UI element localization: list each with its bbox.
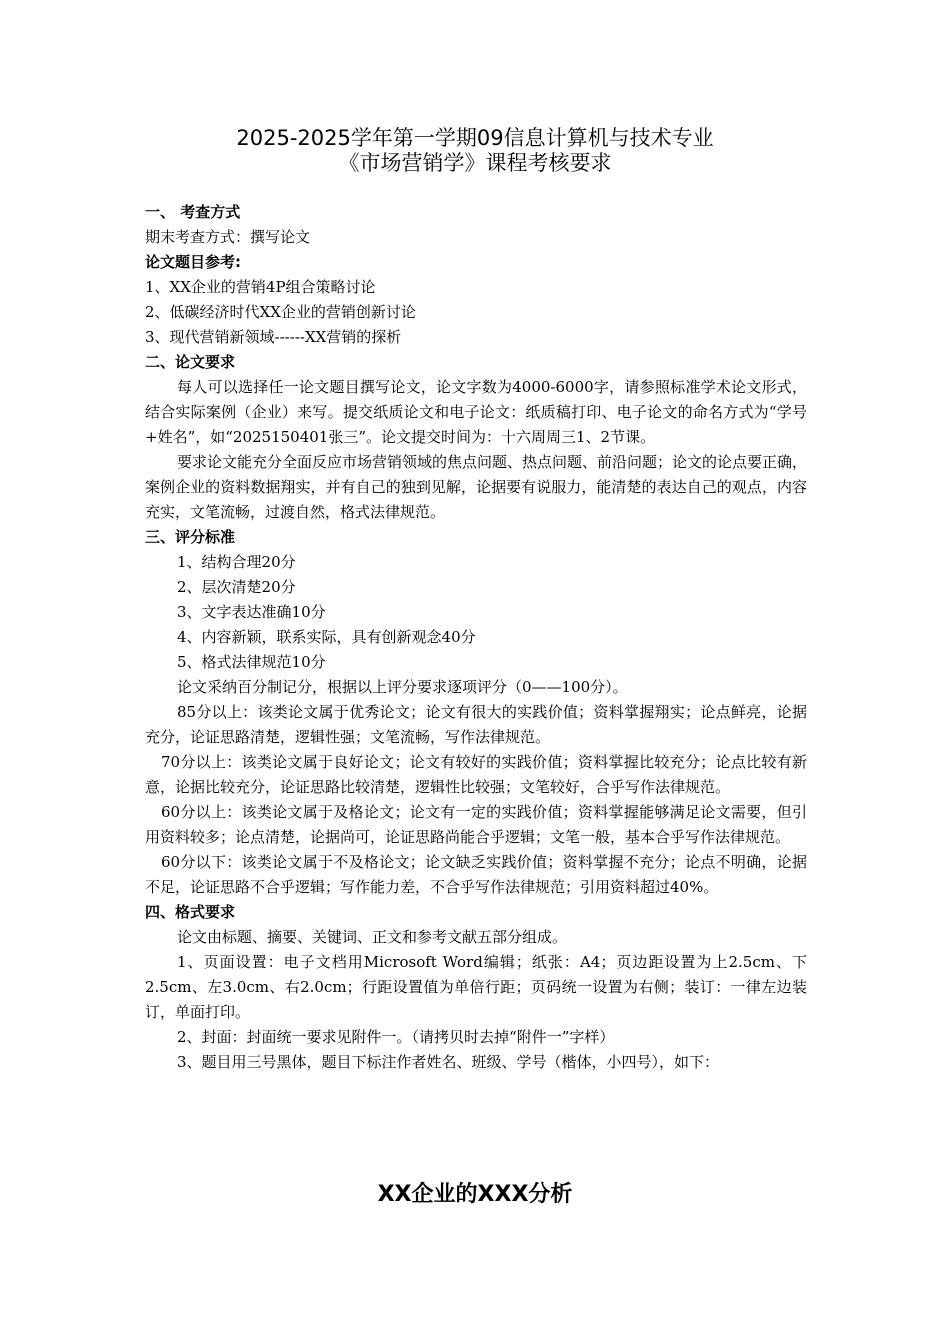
document-title-line-2: 《市场营销学》课程考核要求 (338, 151, 612, 175)
criteria-item: 3、文字表达准确10分 (177, 603, 326, 621)
paper-requirement-paragraph: 每人可以选择任一论文题目撰写论文，论文字数为4000-6000字，请参照标准学术论文形式，结合实际案例（企业）来写。提交纸质论文和电子论文：纸质稿打印、电子论文的命名方式为“学号+姓名”，如“2025150401张三”。论文提交时间为：十六周周三1、2节课。 (145, 378, 807, 446)
section-2-heading: 二、论文要求 (145, 353, 236, 371)
grade-below-60-description: 60分以下：该类论文属于不及格论文；论文缺乏实践价值；资料掌握不充分；论点不明确，论据不足，论证思路不合乎逻辑；写作能力差，不合乎写作法律规范；引用资料超过40%。 (145, 853, 807, 896)
criteria-item: 1、结构合理20分 (177, 553, 296, 571)
section-3-heading: 三、评分标准 (145, 528, 236, 546)
topics-heading: 论文题目参考: (145, 253, 241, 271)
format-intro: 论文由标题、摘要、关键词、正文和参考文献五部分组成。 (177, 928, 568, 946)
criteria-item: 2、层次清楚20分 (177, 578, 296, 596)
grade-70-description: 70分以上：该类论文属于良好论文；论文有较好的实践价值；资料掌握比较充分；论点比较有新意，论据比较充分，论证思路比较清楚，逻辑性比较强；文笔较好，合乎写作法律规范。 (145, 753, 807, 796)
scoring-note: 论文采纳百分制记分，根据以上评分要求逐项评分（0——100分）。 (177, 678, 628, 696)
section-4-heading: 四、格式要求 (145, 903, 236, 921)
criteria-item: 4、内容新颖，联系实际，具有创新观念40分 (177, 628, 476, 646)
document-title-line-1: 2025-2025学年第一学期09信息计算机与技术专业 (236, 126, 714, 150)
format-item-page-setup: 1、页面设置：电子文档用Microsoft Word编辑；纸张：A4；页边距设置为上2.5cm、下2.5cm、左3.0cm、右2.0cm；行距设置值为单倍行距；页码统一设置为右侧；装订：一律左边装订，单面打印。 (145, 953, 807, 1021)
format-item-title: 3、题目用三号黑体，题目下标注作者姓名、班级、学号（楷体，小四号），如下： (177, 1053, 720, 1071)
section-1-heading: 一、 考查方式 (145, 203, 241, 221)
criteria-item: 5、格式法律规范10分 (177, 653, 326, 671)
paper-requirement-paragraph: 要求论文能充分全面反应市场营销领域的焦点问题、热点问题、前沿问题；论文的论点要正确，案例企业的资料数据翔实，并有自己的独到见解，论据要有说服力，能清楚的表达自己的观点，内容充实，文笔流畅，过渡自然，格式法律规范。 (145, 453, 808, 521)
document-body (145, 200, 807, 1075)
format-item-cover: 2、封面：封面统一要求见附件一。（请拷贝时去掉“附件一”字样） (177, 1028, 615, 1046)
grade-60-description: 60分以上：该类论文属于及格论文；论文有一定的实践价值；资料掌握能够满足论文需要，但引用资料较多；论点清楚，论据尚可，论证思路尚能合乎逻辑；文笔一般，基本合乎写作法律规范。 (145, 803, 807, 846)
topic-item: 2、低碳经济时代XX企业的营销创新讨论 (145, 303, 416, 321)
example-paper-title: XX企业的XXX分析 (377, 1182, 573, 1207)
topic-item: 1、XX企业的营销4P组合策略讨论 (145, 278, 376, 296)
grade-85-description: 85分以上：该类论文属于优秀论文；论文有很大的实践价值；资料掌握翔实；论点鲜亮，论据充分，论证思路清楚，逻辑性强；文笔流畅，写作法律规范。 (145, 703, 807, 746)
topic-item: 3、现代营销新领域------XX营销的探析 (145, 328, 402, 346)
exam-method: 期末考查方式：撰写论文 (145, 228, 311, 246)
